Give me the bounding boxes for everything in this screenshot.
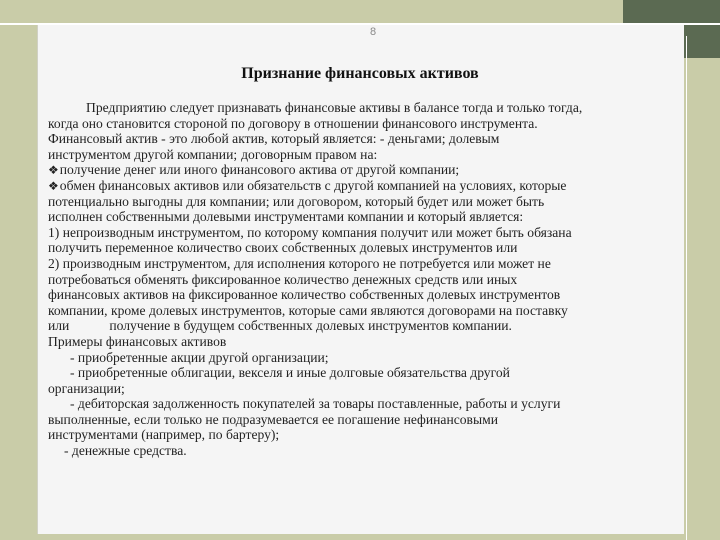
text-line: Финансовый актив - это любой актив, который является: - деньгами; долевым (48, 131, 500, 147)
text-line: финансовых активов на фиксированное количество собственных долевых инструментов (48, 287, 561, 303)
text-line: инструментом другой компании; (48, 146, 238, 162)
text-line-group (48, 318, 680, 334)
text-line: или (48, 318, 70, 334)
text-line: получение денег или иного финансового актива от другой компании; (59, 162, 460, 178)
bullet-item (48, 178, 680, 194)
example-item: - денежные средства. (64, 443, 187, 459)
text-line: исполнен собственными долевыми инструментами компании и который является: (48, 209, 524, 225)
bullet-diamond-icon: ❖ (48, 163, 59, 178)
text-line: организации; (48, 380, 125, 396)
text-line: получение в будущем собственных долевых инструментов компании. (109, 318, 512, 334)
text-line: когда оно становится стороной по договору в отношении финансового инструмента. (48, 115, 538, 131)
example-item: - дебиторская задолженность покупателей за товары поставленные, работы и услуги (70, 396, 561, 412)
examples-heading: Примеры финансовых активов (48, 333, 227, 349)
bullet-item (48, 162, 680, 178)
text-line: договорным правом на: (241, 146, 378, 162)
text-line-group (48, 147, 680, 163)
page-number: 8 (370, 26, 377, 38)
body-text (48, 100, 680, 459)
text-line: получить переменное количество своих собственных долевых инструментов или (48, 240, 518, 256)
text-line: потенциально выгодны для компании; или договором, который будет или может быть (48, 193, 545, 209)
text-line: выполненные, если только не подразумевается ее погашение нефинансовыми (48, 411, 498, 427)
gutter-line (686, 36, 687, 540)
text-line: потребоваться обменять фиксированное количество денежных средств или иных (48, 271, 518, 287)
text-line: инструментами (например, по бартеру); (48, 427, 280, 443)
text-line: обмен финансовых активов или обязательств с другой компанией на условиях, которые (59, 177, 567, 193)
example-item: - приобретенные облигации, векселя и иные долговые обязательства другой (70, 365, 510, 381)
text-line: 1) непроизводным инструментом, по которому компания получит или может быть обязана (48, 224, 572, 240)
text-line: Предприятию следует признавать финансовые активы в балансе тогда и только тогда, (86, 100, 583, 115)
text-line: 2) производным инструментом, для исполнения которого не потребуется или может не (48, 255, 551, 271)
text-line: компании, кроме долевых инструментов, которые сами являются договорами на поставку (48, 302, 568, 318)
bullet-diamond-icon: ❖ (48, 178, 59, 193)
page-title: Признание финансовых активов (241, 65, 479, 82)
example-item: - приобретенные акции другой организации; (70, 349, 329, 365)
